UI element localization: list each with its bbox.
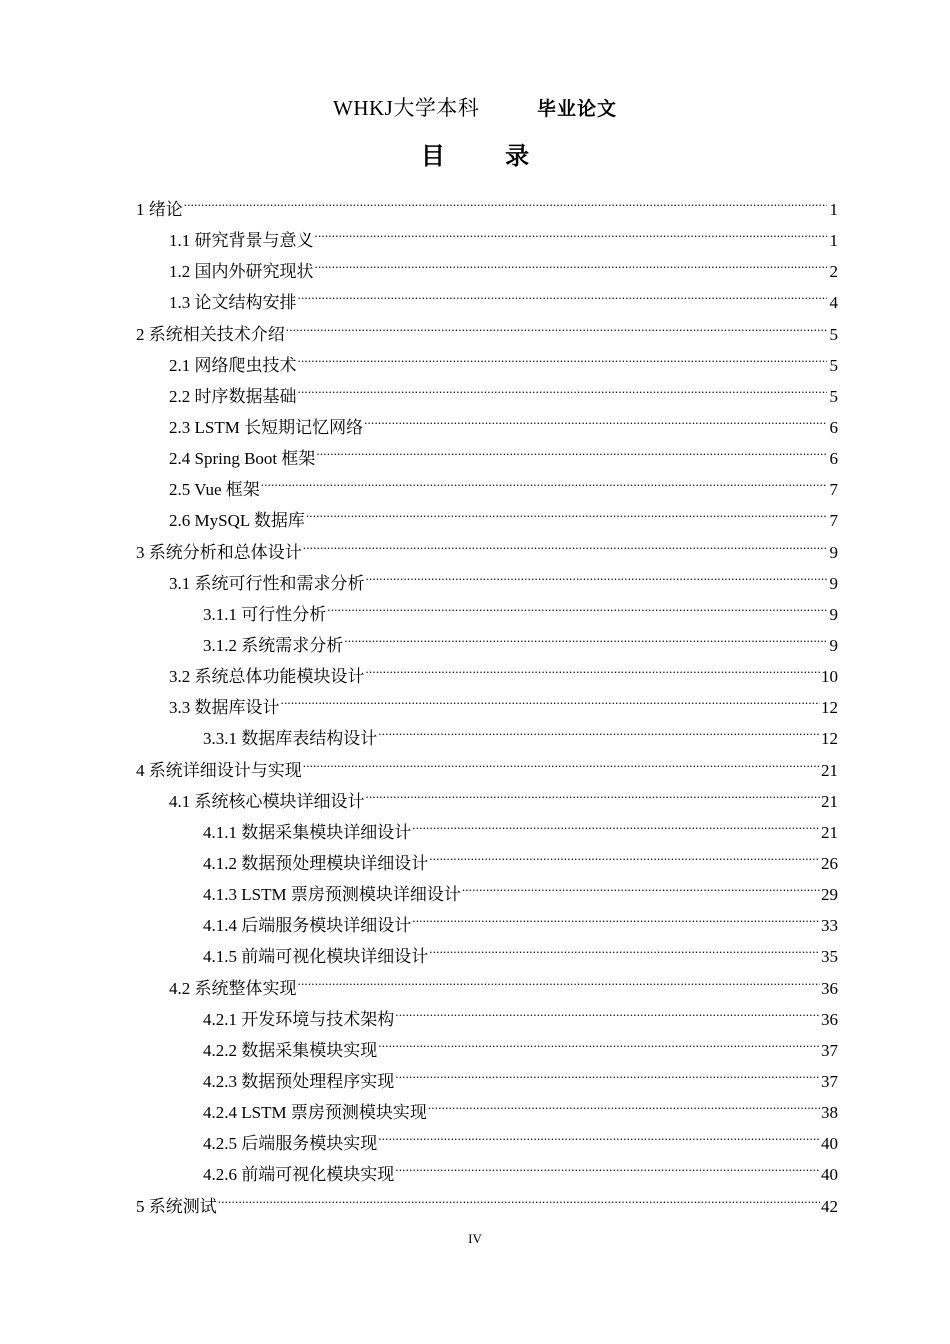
toc-entry-page: 9 [829,542,838,562]
toc-entry-title: 4.2.6 前端可视化模块实现 [203,1165,395,1185]
toc-entry[interactable] [136,412,838,443]
toc-dot-leader [298,351,828,371]
toc-dot-leader [344,631,827,651]
toc-entry-page: 21 [821,822,838,842]
toc-entry-title: 3.1 系统可行性和需求分析 [169,573,365,593]
toc-dot-leader [412,818,820,838]
toc-entry-page: 9 [829,635,838,655]
toc-entry-page: 37 [821,1071,838,1091]
toc-dot-leader [395,1067,820,1087]
toc-dot-leader [306,506,827,526]
toc-entry-page: 6 [829,449,838,469]
page-number: IV [468,1231,482,1246]
toc-dot-leader [364,413,827,433]
toc-entry[interactable] [136,1128,838,1159]
toc-dot-leader [395,1005,820,1025]
toc-dot-leader [366,787,821,807]
toc-dot-leader [303,538,827,558]
toc-entry-page: 21 [821,791,838,811]
toc-dot-leader [298,382,828,402]
toc-entry-title: 4.1.5 前端可视化模块详细设计 [203,947,429,967]
toc-entry[interactable] [136,381,838,412]
toc-entry[interactable] [136,568,838,599]
toc-entry-page: 38 [821,1103,838,1123]
toc-entry[interactable] [136,599,838,630]
toc-entry-page: 33 [821,916,838,936]
toc-dot-leader [378,1129,820,1149]
toc-dot-leader [281,693,821,713]
toc-entry-page: 42 [821,1196,838,1216]
toc-dot-leader [395,1160,820,1180]
toc-dot-leader [184,195,827,215]
toc-entry[interactable] [136,723,838,754]
toc-entry-title: 4 系统详细设计与实现 [136,760,302,780]
toc-entry-page: 1 [829,200,838,219]
toc-entry[interactable] [136,287,838,318]
toc-entry-title: 3.1.2 系统需求分析 [203,635,344,655]
toc-entry-page: 7 [829,511,838,531]
toc-entry-title: 4.1 系统核心模块详细设计 [169,791,365,811]
toc-entry[interactable] [136,350,838,381]
toc-entry-page: 5 [829,324,838,344]
toc-dot-leader [412,911,820,931]
page-header [0,92,950,126]
toc-entry[interactable] [136,225,838,256]
toc-entry-page: 5 [829,386,838,406]
toc-entry-page: 40 [821,1134,838,1154]
toc-entry-title: 2.6 MySQL 数据库 [169,511,305,531]
toc-dot-leader [327,600,827,620]
toc-entry[interactable] [136,910,838,941]
toc-entry-page: 9 [829,573,838,593]
toc-entry-title: 1.1 研究背景与意义 [169,231,314,251]
toc-entry[interactable] [136,474,838,505]
toc-entry-title: 4.1.2 数据预处理模块详细设计 [203,853,429,873]
toc-entry[interactable] [136,319,838,350]
toc-entry[interactable] [136,1066,838,1097]
toc-dot-leader [298,288,828,308]
toc-title: 目 录 [420,142,556,170]
toc-entry-title: 1.3 论文结构安排 [169,293,297,313]
toc-dot-leader [298,974,821,994]
toc-entry-page: 4 [829,293,838,313]
toc-entry-page: 26 [821,853,838,873]
toc-entry-page: 36 [821,978,838,998]
toc-entry[interactable] [136,973,838,1004]
toc-entry-title: 2.1 网络爬虫技术 [169,355,297,375]
toc-entry[interactable] [136,1035,838,1066]
toc-entry-page: 10 [821,667,838,687]
toc-entry-page: 29 [821,885,838,905]
toc-entry[interactable] [136,1159,838,1190]
toc-entry-title: 1 绪论 [136,200,183,219]
toc-entry-page: 9 [829,604,838,624]
toc-entry[interactable] [136,848,838,879]
toc-entry[interactable] [136,879,838,910]
toc-entry-page: 2 [829,262,838,282]
toc-entry-title: 2 系统相关技术介绍 [136,324,285,344]
toc-entry-title: 3 系统分析和总体设计 [136,542,302,562]
toc-entry-title: 2.3 LSTM 长短期记忆网络 [169,417,364,437]
toc-entry[interactable] [136,630,838,661]
toc-entry-title: 3.2 系统总体功能模块设计 [169,667,365,687]
toc-dot-leader [261,475,827,495]
toc-entry[interactable] [136,941,838,972]
toc-entry-title: 2.2 时序数据基础 [169,386,297,406]
toc-entry-title: 4.2.2 数据采集模块实现 [203,1040,378,1060]
toc-entry-title: 5 系统测试 [136,1196,217,1216]
toc-dot-leader [315,257,828,277]
toc-entry-title: 4.1.3 LSTM 票房预测模块详细设计 [203,885,461,905]
toc-dot-leader [315,226,828,246]
toc-entry-page: 12 [821,729,838,749]
toc-entry-title: 4.2.4 LSTM 票房预测模块实现 [203,1103,427,1123]
toc-entry[interactable] [136,194,838,225]
toc-dot-leader [316,444,827,464]
toc-entry-page: 7 [829,480,838,500]
toc-entry-page: 1 [829,231,838,251]
toc-dot-leader [366,569,828,589]
toc-entry-title: 1.2 国内外研究现状 [169,262,314,282]
toc-entry[interactable] [136,1191,838,1222]
header-thesis-label: 毕业论文 [537,98,618,120]
toc-dot-leader [366,662,821,682]
toc-dot-leader [378,724,820,744]
toc-entry-page: 12 [821,698,838,718]
toc-entry-page: 5 [829,355,838,375]
toc-entry-title: 4.2 系统整体实现 [169,978,297,998]
toc-dot-leader [303,756,820,776]
toc-entry[interactable] [136,661,838,692]
table-of-contents [136,194,838,1222]
toc-entry-page: 21 [821,760,838,780]
toc-entry-page: 6 [829,417,838,437]
header-university: WHKJ大学本科 [333,96,480,120]
toc-entry[interactable] [136,443,838,474]
toc-entry-title: 4.2.3 数据预处理程序实现 [203,1071,395,1091]
toc-entry[interactable] [136,1004,838,1035]
toc-entry[interactable] [136,256,838,287]
toc-entry-title: 4.2.1 开发环境与技术架构 [203,1009,395,1029]
toc-entry-title: 4.1.4 后端服务模块详细设计 [203,916,412,936]
toc-entry-title: 3.3.1 数据库表结构设计 [203,729,378,749]
toc-entry-title: 3.3 数据库设计 [169,698,280,718]
toc-entry-page: 37 [821,1040,838,1060]
toc-entry[interactable] [136,692,838,723]
toc-entry-title: 4.1.1 数据采集模块详细设计 [203,822,412,842]
toc-dot-leader [428,1098,820,1118]
toc-dot-leader [429,849,820,869]
toc-entry[interactable] [136,505,838,536]
toc-dot-leader [378,1036,820,1056]
toc-entry-title: 4.2.5 后端服务模块实现 [203,1134,378,1154]
toc-entry[interactable] [136,537,838,568]
toc-entry[interactable] [136,1097,838,1128]
toc-entry-title: 3.1.1 可行性分析 [203,604,327,624]
toc-entry-page: 40 [821,1165,838,1185]
toc-dot-leader [462,880,820,900]
toc-entry[interactable] [136,755,838,786]
toc-dot-leader [286,320,827,340]
toc-entry-title: 2.5 Vue 框架 [169,480,260,500]
toc-entry[interactable] [136,817,838,848]
toc-dot-leader [429,942,820,962]
toc-entry-page: 35 [821,947,838,967]
toc-entry[interactable] [136,786,838,817]
toc-dot-leader [218,1192,820,1212]
toc-entry-title: 2.4 Spring Boot 框架 [169,449,316,469]
toc-entry-page: 36 [821,1009,838,1029]
